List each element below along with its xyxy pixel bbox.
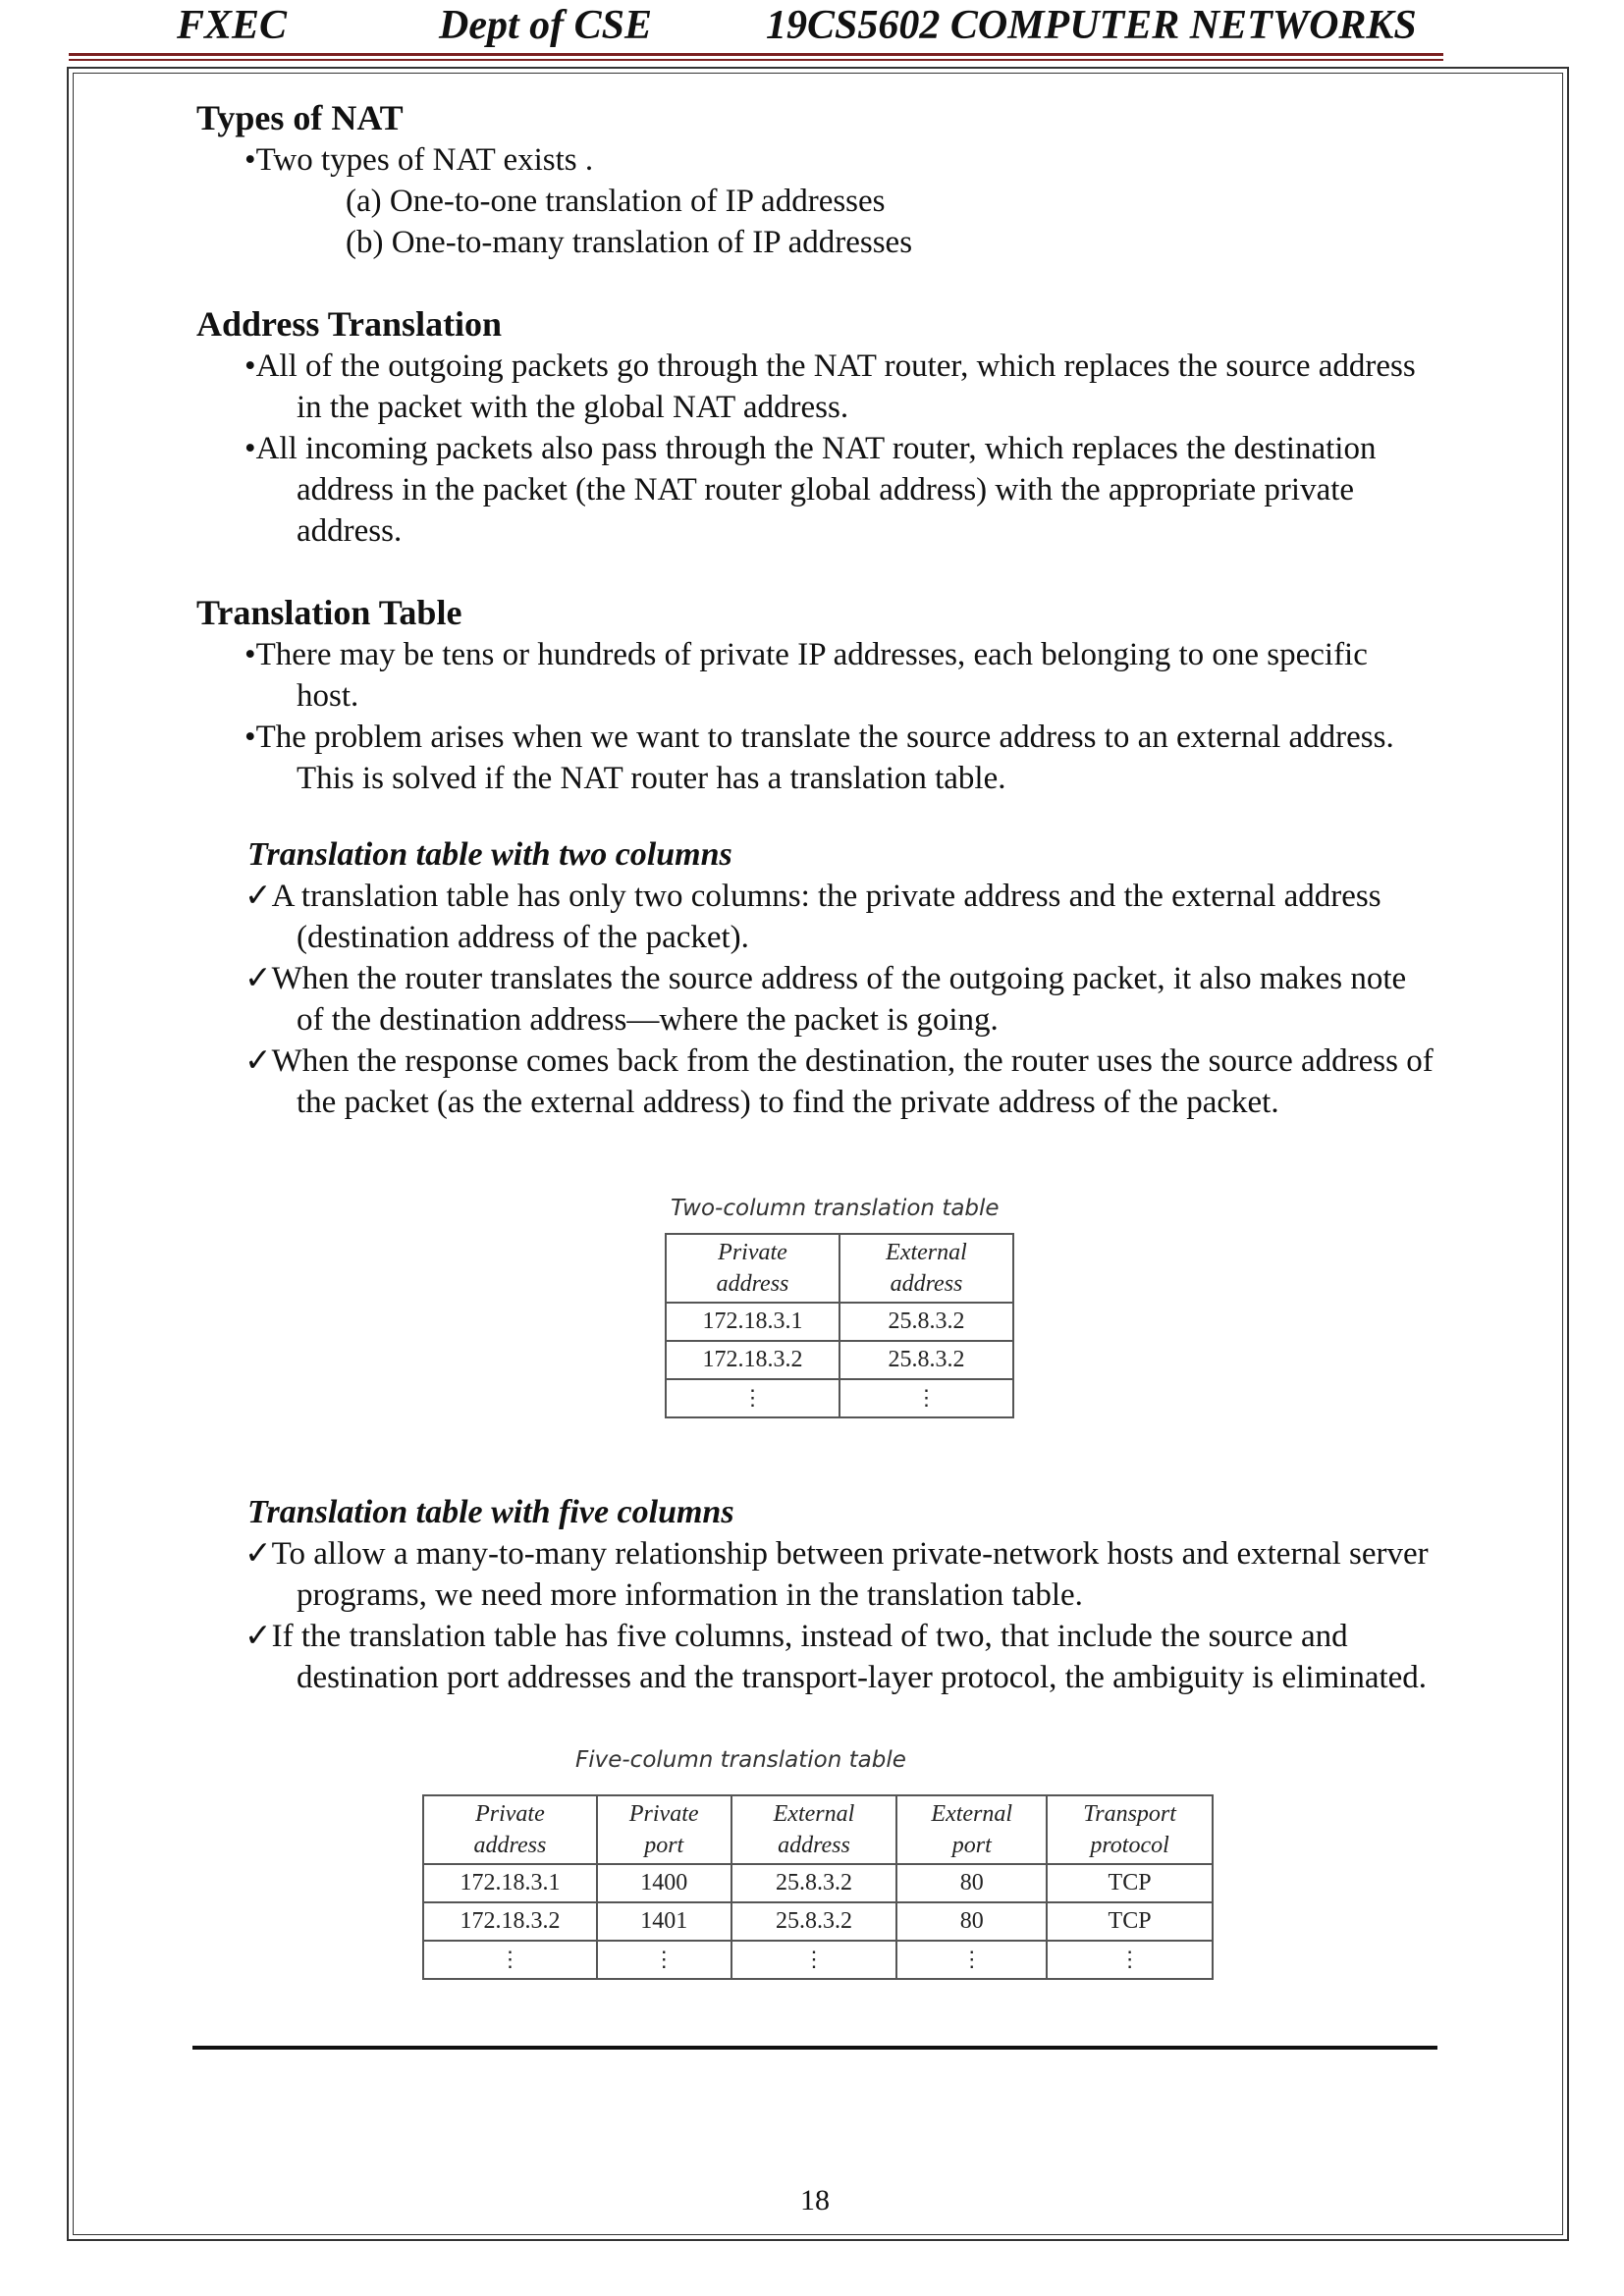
table-cell: 172.18.3.2 bbox=[423, 1902, 597, 1941]
check-icon: ✓ bbox=[244, 879, 272, 914]
five-column-table-figure bbox=[422, 1747, 1214, 1980]
table-cell: 1400 bbox=[597, 1864, 731, 1902]
bullet-text: All incoming packets also pass through the NAT router, which replaces the destination address in the packet (the NAT router global address) with the appropriate private address. bbox=[255, 431, 1377, 549]
bullet-icon: • bbox=[244, 637, 256, 672]
page-header bbox=[0, 0, 1624, 51]
table2-caption: Two-column translation table bbox=[671, 1196, 1000, 1221]
table5-caption: Five-column translation table bbox=[575, 1747, 906, 1773]
header-org: FXEC bbox=[177, 3, 288, 48]
footer-rule bbox=[192, 2046, 1437, 2050]
bullet-icon: • bbox=[244, 142, 256, 178]
vertical-ellipsis-icon: ⋮ bbox=[741, 1385, 764, 1410]
check-item bbox=[196, 1533, 1434, 1616]
subheading-two-columns: Translation table with two columns bbox=[247, 836, 732, 873]
sub-item-a: (a) One-to-one translation of IP addresses bbox=[346, 184, 886, 219]
check-item bbox=[196, 1041, 1434, 1123]
table-cell: 172.18.3.2 bbox=[666, 1341, 839, 1379]
check-text: When the response comes back from the destination, the router uses the source address of the packet (as the external address) to find the private address of the packet. bbox=[271, 1043, 1434, 1120]
table-header-row bbox=[666, 1234, 1013, 1303]
page-number: 18 bbox=[800, 2184, 830, 2216]
check-text: To allow a many-to-many relationship between private-network hosts and external server programs, we need more information in the translation table. bbox=[271, 1536, 1429, 1613]
check-icon: ✓ bbox=[244, 1619, 272, 1654]
table-cell: TCP bbox=[1047, 1864, 1213, 1902]
table-cell: 25.8.3.2 bbox=[731, 1864, 897, 1902]
check-item bbox=[196, 958, 1434, 1041]
table-cell: 25.8.3.2 bbox=[839, 1341, 1013, 1379]
table-cell bbox=[896, 1941, 1047, 1979]
table-header-cell: Private address bbox=[666, 1234, 839, 1303]
table-cell: 80 bbox=[896, 1864, 1047, 1902]
section-title-address: Address Translation bbox=[196, 304, 503, 344]
check-icon: ✓ bbox=[244, 961, 272, 996]
table-row bbox=[666, 1341, 1013, 1379]
table-header-cell: Transport protocol bbox=[1047, 1795, 1213, 1864]
table-cell bbox=[839, 1379, 1013, 1417]
table-cell: 172.18.3.1 bbox=[423, 1864, 597, 1902]
section-title-types: Types of NAT bbox=[196, 98, 404, 137]
bullet-item bbox=[196, 139, 1434, 181]
table-header-cell: External address bbox=[839, 1234, 1013, 1303]
table-header-cell: External address bbox=[731, 1795, 897, 1864]
table-header-cell: Private port bbox=[597, 1795, 731, 1864]
header-rule bbox=[69, 53, 1443, 56]
five-column-table bbox=[422, 1794, 1214, 1980]
bullet-item bbox=[196, 717, 1434, 799]
bullet-text: Two types of NAT exists . bbox=[255, 142, 594, 178]
check-item bbox=[196, 876, 1434, 958]
bullet-text: All of the outgoing packets go through the NAT router, which replaces the source address in the packet with the global NAT address. bbox=[255, 348, 1416, 425]
check-text: When the router translates the source address of the outgoing packet, it also makes note of the destination address—where the packet is going. bbox=[271, 961, 1407, 1038]
page-content-lower bbox=[196, 1492, 1434, 1698]
bullet-icon: • bbox=[244, 348, 256, 384]
table-cell bbox=[423, 1941, 597, 1979]
vertical-ellipsis-icon: ⋮ bbox=[960, 1947, 983, 1971]
table-cell: 25.8.3.2 bbox=[839, 1303, 1013, 1341]
bullet-text: There may be tens or hundreds of private IP addresses, each belonging to one specific host. bbox=[255, 637, 1368, 714]
check-text: A translation table has only two columns: the private address and the external address (destination address of the packet). bbox=[271, 879, 1381, 955]
page-content bbox=[196, 96, 1434, 1123]
table-header-cell: External port bbox=[896, 1795, 1047, 1864]
bullet-item bbox=[196, 346, 1434, 428]
sub-item-b: (b) One-to-many translation of IP addresses bbox=[346, 225, 913, 260]
table-header-cell: Private address bbox=[423, 1795, 597, 1864]
bullet-icon: • bbox=[244, 431, 256, 466]
table-cell bbox=[731, 1941, 897, 1979]
table-cell: 1401 bbox=[597, 1902, 731, 1941]
table-cell bbox=[1047, 1941, 1213, 1979]
check-icon: ✓ bbox=[244, 1043, 272, 1079]
vertical-ellipsis-icon: ⋮ bbox=[802, 1947, 825, 1971]
vertical-ellipsis-icon: ⋮ bbox=[653, 1947, 676, 1971]
table-cell: 80 bbox=[896, 1902, 1047, 1941]
header-dept: Dept of CSE bbox=[439, 3, 653, 48]
table-row bbox=[423, 1864, 1213, 1902]
table-cell bbox=[597, 1941, 731, 1979]
table-cell: 172.18.3.1 bbox=[666, 1303, 839, 1341]
bullet-item bbox=[196, 634, 1434, 717]
subheading-five-columns: Translation table with five columns bbox=[247, 1494, 734, 1530]
table-header-row bbox=[423, 1795, 1213, 1864]
vertical-ellipsis-icon: ⋮ bbox=[915, 1385, 938, 1410]
table-cell bbox=[666, 1379, 839, 1417]
table-row bbox=[423, 1902, 1213, 1941]
bullet-icon: • bbox=[244, 720, 256, 755]
table-row-continued bbox=[666, 1379, 1013, 1417]
section-title-table: Translation Table bbox=[196, 593, 462, 632]
vertical-ellipsis-icon: ⋮ bbox=[499, 1947, 521, 1971]
table-cell: 25.8.3.2 bbox=[731, 1902, 897, 1941]
header-rule-thin bbox=[69, 59, 1443, 61]
check-text: If the translation table has five columns, instead of two, that include the source and destination port addresses and the transport-layer protocol, the ambiguity is eliminated. bbox=[271, 1619, 1428, 1695]
table-row-continued bbox=[423, 1941, 1213, 1979]
two-column-table bbox=[665, 1233, 1014, 1418]
check-item bbox=[196, 1616, 1434, 1698]
bullet-text: The problem arises when we want to translate the source address to an external address. This is solved if the NAT router has a translation table. bbox=[255, 720, 1394, 796]
table-row bbox=[666, 1303, 1013, 1341]
table-cell: TCP bbox=[1047, 1902, 1213, 1941]
header-course: 19CS5602 COMPUTER NETWORKS bbox=[766, 3, 1417, 48]
check-icon: ✓ bbox=[244, 1536, 272, 1572]
vertical-ellipsis-icon: ⋮ bbox=[1118, 1947, 1141, 1971]
two-column-table-figure bbox=[665, 1196, 1014, 1418]
bullet-item bbox=[196, 428, 1434, 552]
